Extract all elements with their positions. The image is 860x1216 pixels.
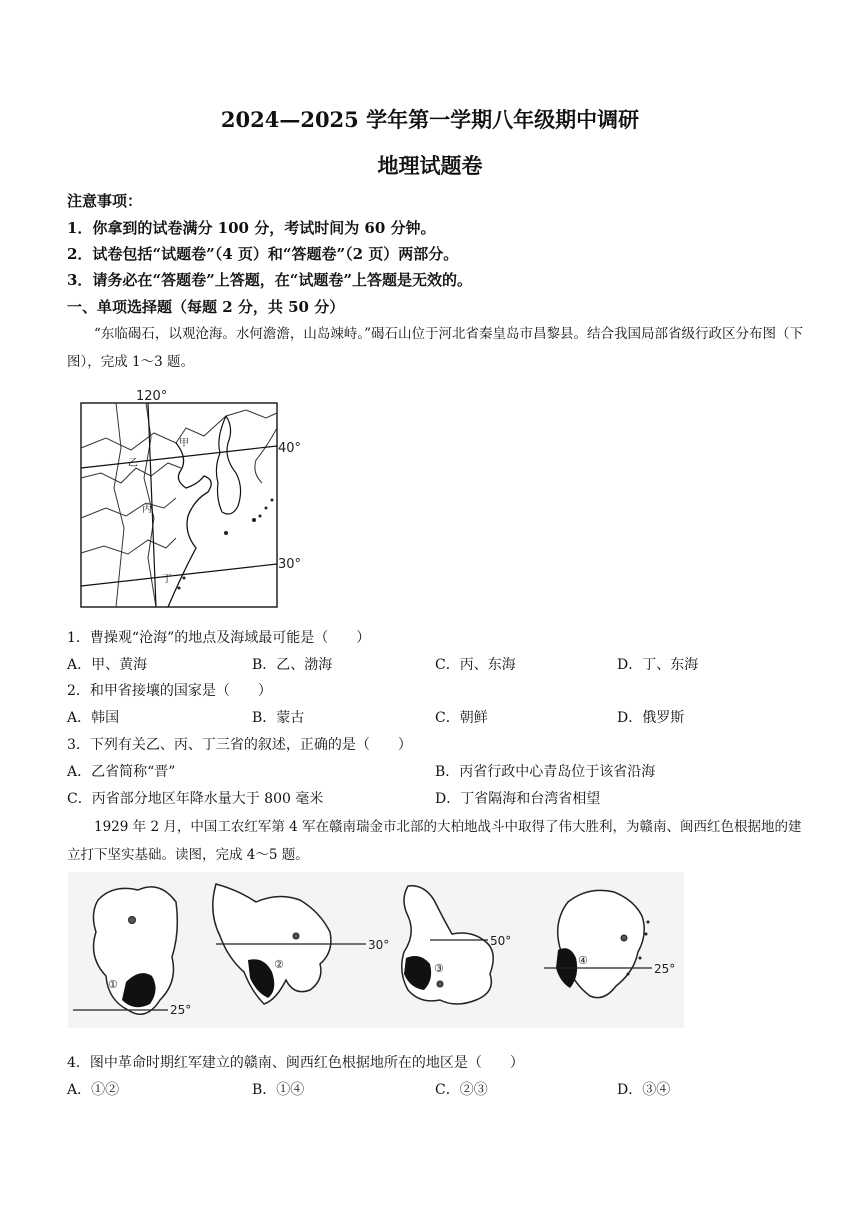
province-label: 丙 — [142, 504, 152, 515]
note-item: 1．你拿到的试卷满分 100 分，考试时间为 60 分钟。 — [67, 219, 436, 237]
question-stem: 2．和甲省接壤的国家是（ ） — [67, 683, 272, 699]
question-stem: 3．下列有关乙、丙、丁三省的叙述，正确的是（ ） — [67, 737, 412, 753]
lat-label: 40° — [278, 441, 302, 456]
option-c: C．丙、东海 — [435, 657, 516, 673]
lat-label: 30° — [368, 938, 390, 952]
passage-1: “东临碣石，以观沧海。水何澹澹，山岛竦峙。”碣石山位于河北省秦皇岛市昌黎县。结合我国局部省级行政区分布图（下图），完成 1～3 题。 — [67, 326, 804, 370]
province-map — [76, 388, 316, 612]
lat-label: 25° — [170, 1003, 192, 1017]
option-a: A．韩国 — [67, 710, 120, 726]
option-d: D．丁省隔海和台湾省相望 — [435, 791, 601, 807]
option-d: D．俄罗斯 — [617, 710, 685, 726]
passage-2: 1929 年 2 月，中国工农红军第 4 军在赣南瑞金市北部的大柏地战斗中取得了伟大胜利，为赣南、闽西红色根据地的建立打下坚实基础。读图，完成 4～5 题。 — [67, 819, 802, 863]
region-label: ④ — [578, 954, 588, 967]
lon-label: 120° — [136, 389, 168, 404]
exam-subtitle: 地理试题卷 — [377, 153, 483, 178]
option-d: D．③④ — [617, 1082, 671, 1098]
option-b: B．蒙古 — [252, 710, 305, 726]
region-label: ② — [274, 958, 284, 971]
option-b: B．丙省行政中心青岛位于该省沿海 — [435, 764, 656, 780]
option-a: A．乙省简称“晋” — [67, 764, 176, 780]
lat-label: 25° — [654, 962, 676, 976]
question-stem: 4．图中革命时期红军建立的赣南、闽西红色根据地所在的地区是（ ） — [67, 1055, 524, 1071]
province-label: 丁 — [162, 574, 172, 585]
lat-label: 30° — [278, 557, 302, 572]
option-a: A．甲、黄海 — [67, 657, 148, 673]
note-item: 3．请务必在“答题卷”上答题，在“试题卷”上答题是无效的。 — [67, 271, 472, 289]
option-c: C．朝鲜 — [435, 710, 488, 726]
option-b: B．乙、渤海 — [252, 657, 333, 673]
option-a: A．①② — [67, 1082, 120, 1098]
region-label: ③ — [434, 962, 444, 975]
province-label: 甲 — [179, 438, 189, 449]
option-c: C．②③ — [435, 1082, 488, 1098]
exam-title: 2024—2025 学年第一学期八年级期中调研 — [220, 107, 640, 132]
note-item: 2．试卷包括“试题卷”（4 页）和“答题卷”（2 页）两部分。 — [67, 245, 459, 263]
lat-label: 50° — [490, 934, 512, 948]
option-d: D．丁、东海 — [617, 657, 699, 673]
map-frame — [81, 403, 277, 607]
section-heading: 一、单项选择题（每题 2 分，共 50 分） — [67, 298, 345, 316]
option-c: C．丙省部分地区年降水量大于 800 毫米 — [67, 791, 324, 807]
option-b: B．①④ — [252, 1082, 305, 1098]
question-stem: 1．曹操观“沧海”的地点及海域最可能是（ ） — [67, 630, 371, 646]
region-label: ① — [108, 978, 118, 991]
notes-heading: 注意事项： — [67, 192, 143, 210]
region-maps — [68, 872, 684, 1028]
province-label: 乙 — [128, 458, 138, 469]
